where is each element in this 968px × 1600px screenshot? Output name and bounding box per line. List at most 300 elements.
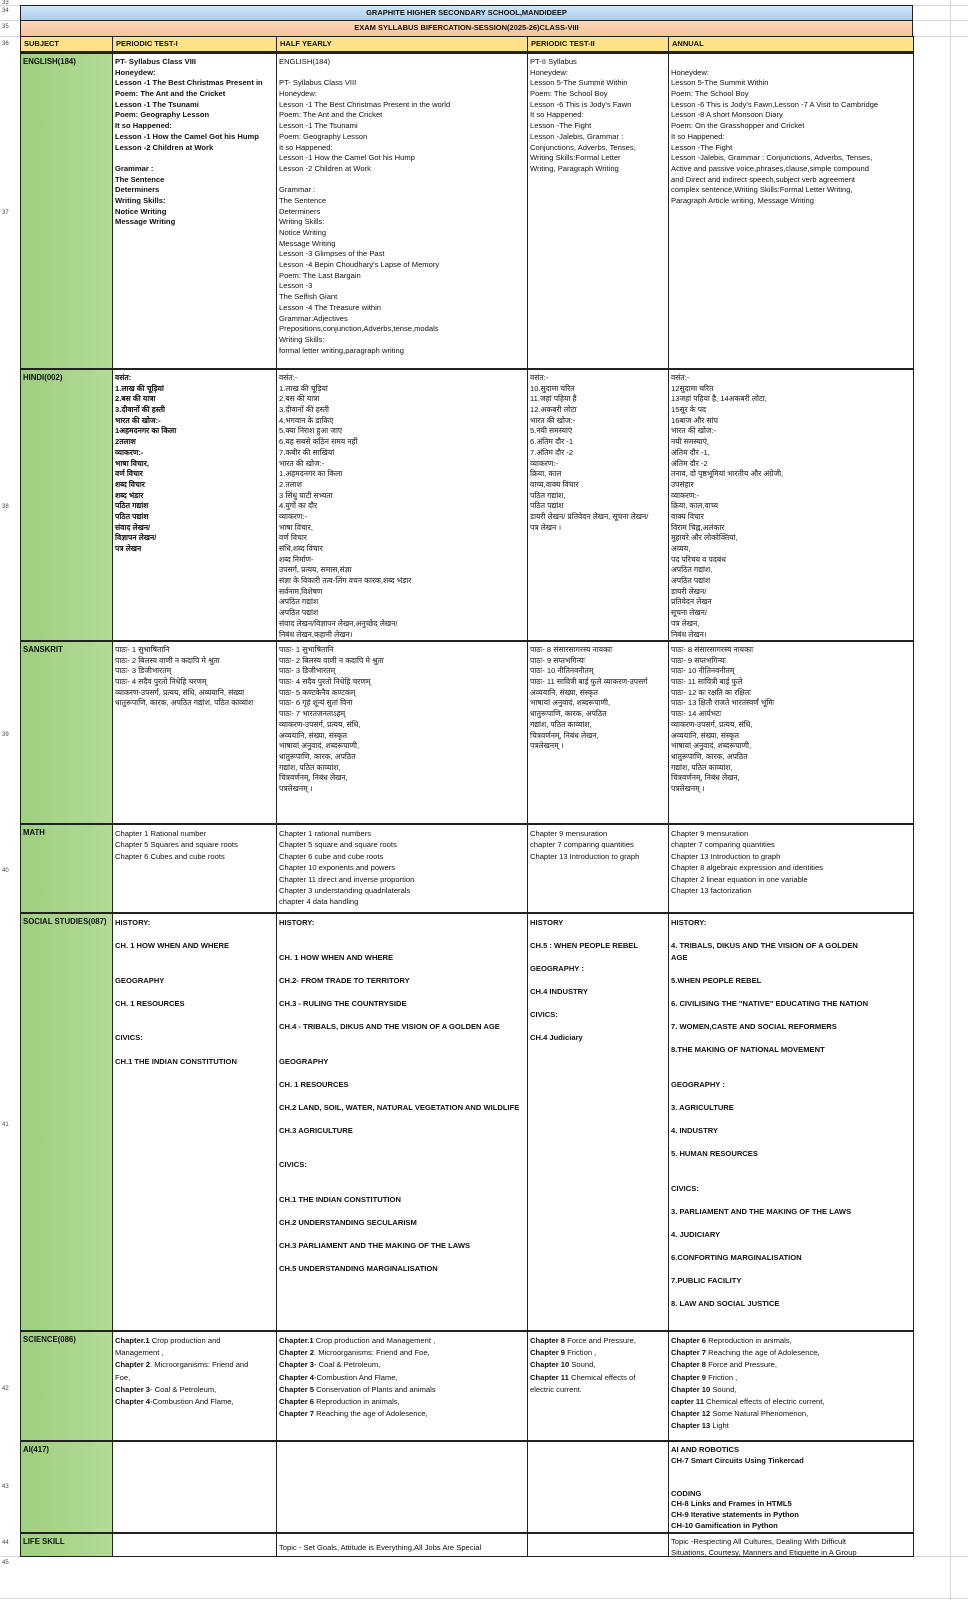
syllabus-line: वसंत:- <box>279 373 298 382</box>
syllabus-line: पठित पद्यांश <box>530 501 564 511</box>
syllabus-line: भाषायां अनुवादं, शब्दरूपाणी, <box>530 698 611 708</box>
chapter-title: Force and Pressure, <box>565 1336 636 1345</box>
syllabus-line: पाठः- 4 सदैव पुरतो निधेहि चरणम् <box>115 677 207 687</box>
syllabus-line <box>671 1287 911 1299</box>
subject-name: SCIENCE(086) <box>23 1335 76 1344</box>
syllabus-line <box>279 68 525 79</box>
chapter-title: Conservation of Plants and animals <box>314 1384 436 1394</box>
syllabus-line: CH. 1 RESOURCES <box>115 998 185 1008</box>
syllabus-line: 15सूर के पद <box>671 405 707 415</box>
syllabus-line: It so Happened: <box>530 110 584 120</box>
subject-name: SANSKRIT <box>23 645 63 654</box>
syllabus-line: Message Writing <box>115 217 176 227</box>
syllabus-line: वसंत: <box>115 373 132 382</box>
syllabus-line: पत्रलेखनम् । <box>671 783 705 793</box>
syllabus-line: पाठः- 14 आर्यभटः <box>671 709 722 719</box>
syllabus-line: Writing Skills: <box>115 195 166 205</box>
syllabus-line: 12सुदामा चरित <box>671 383 714 393</box>
syllabus-line: अपठित पद्यांश <box>279 608 319 618</box>
syllabus-line: 4. INDUSTRY <box>671 1125 718 1135</box>
chapter-label: Chapter.1 <box>279 1336 314 1345</box>
subject-name: SOCIAL STUDIES(087) <box>23 917 107 926</box>
subject-name: HINDI(002) <box>23 373 63 382</box>
syllabus-line: Lesson 5-The Summit Within <box>671 78 769 88</box>
syllabus-line: उपसंहार <box>671 479 694 489</box>
syllabus-cell-pt2 <box>527 823 669 913</box>
syllabus-line <box>671 1032 911 1044</box>
syllabus-line: Grammar : <box>115 163 154 173</box>
syllabus-line: पाठः- 8 संसारसागरस्य नायकाः <box>530 645 613 654</box>
syllabus-line: Chapter 11 direct and inverse proportion <box>279 874 415 884</box>
syllabus-line: Lesson 5-The Summit Within <box>530 78 628 88</box>
syllabus-line: सर्वनाम,विशेषण <box>279 586 323 596</box>
syllabus-line: भारत की खोज:- <box>671 426 717 436</box>
chapter-label: Chapter 6 <box>671 1336 707 1345</box>
syllabus-line: Chapter 2 linear equation in one variable <box>671 874 808 884</box>
syllabus-line <box>530 1021 666 1033</box>
syllabus-line: Topic - Set Goals, Attitude is Everything,All Jobs Are Special <box>279 1543 482 1553</box>
syllabus-cell-pt1 <box>112 912 277 1331</box>
syllabus-line: 7.PUBLIC FACILITY <box>671 1275 742 1285</box>
syllabus-line: and Direct and indirect speech,subject verb agreement <box>671 174 856 184</box>
syllabus-line: AGE <box>671 952 688 962</box>
subject-cell <box>20 640 113 824</box>
subject-cell <box>20 1440 113 1533</box>
syllabus-line <box>115 986 274 998</box>
syllabus-line: Writing Skills: <box>279 217 325 227</box>
syllabus-line <box>115 952 274 964</box>
syllabus-line: Situations, Courtesy, Manners and Etiquette in A Group <box>671 1547 857 1557</box>
syllabus-line: वाच्य,वाक्य विचार <box>530 479 579 489</box>
syllabus-line: भारत की खोज:- <box>115 415 161 425</box>
syllabus-line: GEOGRAPHY <box>279 1056 329 1066</box>
syllabus-line: पत्र लेखन <box>115 544 142 553</box>
syllabus-line: CH.2 LAND, SOIL, WATER, NATURAL VEGETATION AND WILDLIFE <box>279 1102 520 1112</box>
chapter-label: Chapter 9 <box>671 1372 707 1382</box>
row-number: 38 <box>2 504 9 510</box>
syllabus-line: पाठः- 3 डिजीभारतम् <box>279 666 336 676</box>
syllabus-line: Poem: The Last Bargain <box>279 270 361 280</box>
syllabus-line <box>279 963 525 975</box>
chapter-title: Sound, <box>710 1384 737 1394</box>
syllabus-line: मुहावरे और लोकोक्तियां, <box>671 533 738 543</box>
syllabus-line: Chapter 3 understanding quadrilaterals <box>279 885 411 895</box>
syllabus-cell-annual <box>668 1330 914 1441</box>
syllabus-cell-pt2 <box>527 640 669 824</box>
syllabus-cell-half-yearly <box>276 52 528 369</box>
syllabus-line <box>671 1113 911 1125</box>
syllabus-line: electric current. <box>530 1384 582 1394</box>
chapter-label: Chapter 10 <box>671 1384 711 1394</box>
syllabus-line: 13जहां पहिया है, 14अकबरी लोटा, <box>671 394 767 404</box>
syllabus-line: पाठः- 12 कः रक्षति कः रक्षितः <box>671 687 751 697</box>
chapter-label: Chapter 12 <box>671 1409 711 1419</box>
syllabus-cell-half-yearly <box>276 640 528 824</box>
syllabus-cell-annual <box>668 368 914 641</box>
syllabus-line: व्याकरण:- <box>279 511 308 521</box>
syllabus-line: भाषायां अनुवादं, शब्दरूपाणी, <box>671 741 752 751</box>
syllabus-line <box>279 1359 525 1371</box>
syllabus-line: पाठः- 4 सदैव पुरतो निधेहि चरणम् <box>279 677 371 687</box>
syllabus-line: 3 सिंधु घाटी सभ्यता <box>279 490 333 500</box>
column-header: PERIODIC TEST-II <box>527 36 669 53</box>
syllabus-line: तनाव, दो पृष्ठभूमियां भारतीय और अंग्रेजी, <box>671 469 784 479</box>
syllabus-line: HISTORY: <box>279 918 315 927</box>
syllabus-cell-pt1 <box>112 1440 277 1533</box>
syllabus-line <box>115 1009 274 1021</box>
syllabus-line: Lesson -3 Glimpses of the Past <box>279 249 385 259</box>
chapter-label: Chapter 2 <box>115 1360 151 1370</box>
chapter-title: Crop production and <box>149 1336 221 1345</box>
syllabus-line: CH-7 Smart Circuits Using Tinkercad <box>671 1455 804 1465</box>
chapter-label: Chapter 11 <box>530 1372 569 1382</box>
syllabus-line: CH.1 THE INDIAN CONSTITUTION <box>115 1056 237 1066</box>
syllabus-line: Notice Writing <box>279 228 327 237</box>
syllabus-line: 3. PARLIAMENT AND THE MAKING OF THE LAWS <box>671 1206 852 1216</box>
syllabus-line <box>115 963 274 975</box>
syllabus-line <box>671 1240 911 1252</box>
syllabus-cell-pt1 <box>112 823 277 913</box>
syllabus-line: HISTORY: <box>671 918 707 927</box>
syllabus-line <box>671 1359 911 1371</box>
syllabus-line: Chapter 6 cube and cube roots <box>279 851 384 861</box>
syllabus-line: CIVICS: <box>279 1160 307 1170</box>
syllabus-line: 2तलाश <box>115 437 136 447</box>
chapter-label: Chapter 8 <box>530 1336 566 1345</box>
row-number: 45 <box>2 1560 9 1566</box>
syllabus-cell-half-yearly <box>276 1330 528 1441</box>
subject-cell <box>20 912 113 1331</box>
syllabus-line <box>279 1032 525 1044</box>
syllabus-line <box>115 1384 274 1396</box>
syllabus-line: पठित गद्यांश, <box>530 490 566 500</box>
syllabus-line: Foe, <box>115 1372 131 1382</box>
syllabus-line: Chapter 8 algebraic expression and identities <box>671 863 823 873</box>
syllabus-line: CODING <box>671 1488 702 1498</box>
syllabus-line: धातुरूपाणि, कारक, अपठित गद्यांश, पठित काव्यांश <box>115 698 254 708</box>
syllabus-line: 6.यह सबसे कठिन समय नहीं <box>279 437 358 447</box>
chapter-label: Chapter 7 <box>279 1409 315 1419</box>
syllabus-line: CH.3 - RULING THE COUNTRYSIDE <box>279 998 407 1008</box>
syllabus-line: धातुरूपाणि, कारक, अपठित <box>530 709 607 719</box>
syllabus-line: वर्ण विचार <box>279 533 307 543</box>
syllabus-line: नयी समस्याएं, <box>671 437 710 447</box>
syllabus-line: 1.अहमदनगर का किला <box>279 469 343 479</box>
syllabus-line: The Sentence <box>115 174 165 184</box>
syllabus-line: CIVICS: <box>115 1033 143 1043</box>
syllabus-line <box>671 1090 911 1102</box>
syllabus-line <box>671 1263 911 1275</box>
syllabus-cell-annual <box>668 640 914 824</box>
syllabus-line <box>671 1408 911 1420</box>
syllabus-line: पाठः- 13 क्षितौ राजते भारतस्वर्णं भूमिः <box>671 698 775 708</box>
syllabus-line <box>671 1420 911 1432</box>
syllabus-line: 3.दीवानों की हस्ती <box>115 405 166 415</box>
row-number: 42 <box>2 1386 9 1392</box>
syllabus-line: व्याकरण-उपसर्ग, प्रत्यय, संधि, <box>671 719 753 729</box>
syllabus-cell-pt2 <box>527 52 669 369</box>
syllabus-line <box>279 1396 525 1408</box>
syllabus-line <box>671 1396 911 1408</box>
syllabus-line <box>530 975 666 987</box>
syllabus-line: Lesson -4 Bepin Choudhary's Lapse of Memory <box>279 260 440 270</box>
syllabus-line: chapter 4 data handling <box>279 897 359 907</box>
chapter-title: Crop production and Management , <box>313 1336 436 1345</box>
syllabus-line: Message Writing <box>279 238 336 248</box>
syllabus-line: संधि,शब्द विचार <box>279 544 323 553</box>
row-number: 39 <box>2 732 9 738</box>
syllabus-line: 1.लाख की चूड़ियां <box>115 383 164 393</box>
syllabus-line: PT- Syllabus Class VIII <box>115 57 197 66</box>
syllabus-line: Topic -Respecting All Cultures, Dealing With Difficult <box>671 1537 847 1546</box>
syllabus-line: गद्यांश, पठित काव्यांश, <box>671 762 733 772</box>
syllabus-line: चित्रवर्णनम्, निबंध लेखन, <box>530 730 599 740</box>
chapter-label: Chapter 9 <box>530 1348 566 1358</box>
syllabus-line: PT- Syllabus Class VIII <box>279 78 357 88</box>
column-header: HALF YEARLY <box>276 36 528 53</box>
syllabus-line: भारत की खोज:- <box>530 415 576 425</box>
column-header: SUBJECT <box>20 36 113 53</box>
syllabus-line <box>671 1056 911 1068</box>
syllabus-line: 2.तलाश <box>279 479 302 489</box>
syllabus-line <box>671 1467 911 1478</box>
subject-cell <box>20 52 113 369</box>
syllabus-cell-annual <box>668 52 914 369</box>
syllabus-line: Chapter 5 square and square roots <box>279 840 397 850</box>
subject-name: MATH <box>23 828 45 837</box>
syllabus-line: संवाद लेखन/विज्ञापन लेखन,अनुच्छेद लेखन/ <box>279 618 398 628</box>
chapter-title: . Microorganisms: Friend and <box>150 1360 249 1370</box>
syllabus-cell-pt2 <box>527 912 669 1331</box>
syllabus-line: 8.THE MAKING OF NATIONAL MOVEMENT <box>671 1045 825 1055</box>
syllabus-line: गद्यांश, पठित काव्यांश, <box>530 719 592 729</box>
syllabus-line: 4. TRIBALS, DIKUS AND THE VISION OF A GOLDEN <box>671 941 858 951</box>
syllabus-line: It so Happened: <box>279 142 333 152</box>
syllabus-cell-half-yearly <box>276 1440 528 1533</box>
syllabus-line: Lesson -8 A short Monsoon Diary <box>671 110 783 120</box>
syllabus-line: अंतिम दौर -2 <box>671 458 708 468</box>
syllabus-cell-pt2 <box>527 1330 669 1441</box>
subject-cell <box>20 823 113 913</box>
syllabus-line: Honeydew: <box>671 67 709 77</box>
syllabus-cell-half-yearly <box>276 823 528 913</box>
syllabus-line: The Sentence <box>279 195 327 205</box>
syllabus-line: 5.नयी समस्याएं <box>530 426 573 436</box>
syllabus-line: प्रतिवेदन लेखन <box>671 597 712 607</box>
subject-cell <box>20 1330 113 1441</box>
chapter-title: Reaching the age of Adolesence, <box>314 1409 428 1419</box>
syllabus-line <box>279 1408 525 1420</box>
syllabus-line <box>671 57 911 68</box>
chapter-label: Chapter 3 <box>279 1360 315 1370</box>
syllabus-line <box>671 1136 911 1148</box>
syllabus-line <box>279 1347 525 1359</box>
syllabus-line: Poem: The School Boy <box>530 89 608 99</box>
syllabus-line: भारत की खोज:- <box>279 458 325 468</box>
syllabus-line: उपसर्ग, प्रत्यय, समास,संज्ञा <box>279 565 352 575</box>
syllabus-line: विराम चिह्न,अलंकार <box>671 522 725 532</box>
syllabus-line: पठित गद्यांश <box>115 501 149 511</box>
syllabus-line <box>671 1009 911 1021</box>
syllabus-line: Active and passive voice,phrases,clause,simple compound <box>671 163 869 173</box>
syllabus-line: Chapter 6 Cubes and cube roots <box>115 851 225 861</box>
syllabus-line <box>279 1229 525 1241</box>
syllabus-line: CH.4 INDUSTRY <box>530 987 588 997</box>
syllabus-cell-half-yearly <box>276 368 528 641</box>
syllabus-line: विज्ञापन लेखन/ <box>115 533 157 543</box>
chapter-label: Chapter 4 <box>279 1372 315 1382</box>
syllabus-line: Determiners <box>115 185 160 195</box>
syllabus-line: Grammar:Adjectives <box>279 313 348 323</box>
syllabus-line: Lesson -1 The Tsunami <box>115 99 199 109</box>
chapter-title: Chemical effects of electric current, <box>703 1396 825 1406</box>
syllabus-line <box>530 929 666 941</box>
syllabus-line: पठित पद्यांश <box>115 511 149 521</box>
gridline <box>0 1598 968 1599</box>
syllabus-line <box>279 1183 525 1195</box>
syllabus-line: क्रिया, काल,वाच्य <box>671 501 719 511</box>
syllabus-cell-pt2 <box>527 1532 669 1557</box>
syllabus-cell-annual <box>668 912 914 1331</box>
syllabus-line: Management , <box>115 1348 164 1358</box>
syllabus-cell-pt1 <box>112 368 277 641</box>
syllabus-line: शब्द विचार <box>115 479 145 489</box>
syllabus-line <box>671 1217 911 1229</box>
row-number: 41 <box>2 1122 9 1128</box>
syllabus-line <box>530 1335 666 1347</box>
syllabus-line: 12.अकबरी लोटा <box>530 405 577 415</box>
syllabus-line <box>671 1067 911 1079</box>
syllabus-line: Chapter 10 exponents and powers <box>279 863 396 873</box>
row-number: 35 <box>2 24 9 30</box>
syllabus-line: Lesson -Jalebis, Grammar : <box>530 131 624 141</box>
syllabus-line: Lesson -2 Children at Work <box>115 142 214 152</box>
syllabus-line: Writing Skills: <box>279 334 325 344</box>
syllabus-line: Paragraph Article writing, Message Writing <box>671 195 814 205</box>
syllabus-line <box>279 1372 525 1384</box>
chapter-label: Chapter 3 <box>115 1384 151 1394</box>
syllabus-line: CH. 1 HOW WHEN AND WHERE <box>279 952 394 962</box>
chapter-label: Chapter 2 <box>279 1348 315 1358</box>
syllabus-cell-pt2 <box>527 1440 669 1533</box>
syllabus-line: 1.लाख की चूड़ियां <box>279 383 328 393</box>
chapter-label: Chapter 7 <box>671 1348 707 1358</box>
chapter-title: - Coal & Petroleum, <box>314 1360 381 1370</box>
syllabus-line: सूचना लेखन/ <box>671 608 707 618</box>
syllabus-line: chapter 7 comparing quantities <box>671 840 775 850</box>
syllabus-line: CH.4 - TRIBALS, DIKUS AND THE VISION OF A GOLDEN AGE <box>279 1021 500 1031</box>
syllabus-line: CIVICS: <box>671 1183 699 1193</box>
syllabus-cell-annual <box>668 1532 914 1557</box>
syllabus-line: CH.2- FROM TRADE TO TERRITORY <box>279 975 410 985</box>
row-number: 43 <box>2 1484 9 1490</box>
syllabus-line: 5. HUMAN RESOURCES <box>671 1148 758 1158</box>
syllabus-cell-pt2 <box>527 368 669 641</box>
chapter-label: Chapter 4 <box>115 1396 151 1406</box>
syllabus-line: Chapter 1 rational numbers <box>279 829 372 838</box>
syllabus-line: पाठः- 11 सावित्री बाई फुले व्याकरण-उपसर्ग <box>530 677 648 687</box>
syllabus-line: 4. JUDICIARY <box>671 1229 721 1239</box>
syllabus-cell-half-yearly <box>276 912 528 1331</box>
syllabus-line: अपठित गद्यांश, <box>671 565 713 575</box>
syllabus-line: ENGLISH(184) <box>279 57 331 66</box>
syllabus-line: क्रिया, काल <box>530 469 562 479</box>
syllabus-line: चित्रवर्णनम्, निबंध लेखन, <box>279 773 348 783</box>
syllabus-line: Lesson -1 The Best Christmas Present in the world <box>279 99 451 109</box>
syllabus-line <box>115 1044 274 1056</box>
syllabus-line: AI AND ROBOTICS <box>671 1445 740 1454</box>
syllabus-line <box>530 998 666 1010</box>
syllabus-line: वसंत:- <box>671 373 690 382</box>
chapter-label: Chapter 6 <box>279 1396 315 1406</box>
syllabus-line: CH-10 Gamification in Python <box>671 1521 778 1531</box>
syllabus-cell-pt1 <box>112 1330 277 1441</box>
syllabus-line <box>279 929 525 941</box>
syllabus-line: Chapter 5 Squares and square roots <box>115 840 238 850</box>
syllabus-cell-pt1 <box>112 52 277 369</box>
syllabus-line: भाषा विचार, <box>115 458 149 468</box>
row-number: 36 <box>2 41 9 47</box>
syllabus-line: वर्ण विचार <box>115 469 143 479</box>
subject-cell <box>20 368 113 641</box>
syllabus-line: शब्द निर्माण- <box>279 554 314 564</box>
syllabus-line: 4.युगों का दौर <box>279 501 318 511</box>
syllabus-line: अव्ययानि, संख्या, संस्कृत <box>671 730 739 740</box>
syllabus-line: पाठः- 6 गृहं शून्यं सुतां विना <box>279 698 353 708</box>
syllabus-line: Honeydew: <box>115 67 156 77</box>
syllabus-line: व्याकरण:- <box>671 490 700 500</box>
row-number: 34 <box>2 8 9 14</box>
syllabus-line: पाठः- 9 सप्तभगिन्यः <box>530 655 585 665</box>
syllabus-line: पद परिचय व पदबंध <box>671 554 726 564</box>
syllabus-line: Chapter 9 mensuration <box>530 829 608 838</box>
syllabus-line <box>671 1335 911 1347</box>
chapter-title: Force and Pressure, <box>706 1360 777 1370</box>
syllabus-line: व्याकरण-उपसर्ग, प्रत्यय, संधि, <box>279 719 361 729</box>
syllabus-line: It so Happened: <box>115 121 172 131</box>
syllabus-line: 5.WHEN PEOPLE REBEL <box>671 975 762 985</box>
syllabus-line <box>671 963 911 975</box>
syllabus-line: 1अहमदनगर का किला <box>115 426 177 436</box>
column-header: PERIODIC TEST-I <box>112 36 277 53</box>
syllabus-line: 6.CONFORTING MARGINALISATION <box>671 1252 802 1262</box>
syllabus-line: वसंत:- <box>530 373 549 382</box>
syllabus-line: डायरी लेखन/ प्रतिवेदन लेखन, सूचना लेखन/ <box>530 511 649 521</box>
syllabus-line <box>671 1171 911 1183</box>
syllabus-line: 7.कबीर की साखियां <box>279 447 335 457</box>
syllabus-line <box>279 1136 525 1148</box>
syllabus-line: 4.भगवान के डाकिए <box>279 415 334 425</box>
chapter-label: Chapter 8 <box>671 1360 707 1370</box>
syllabus-line: Lesson -1 The Tsunami <box>279 121 358 131</box>
syllabus-line <box>279 1252 525 1264</box>
syllabus-line: Lesson -6 This is Jody's Fawn,Lesson -7 A Visit to Cambridge <box>671 99 879 109</box>
syllabus-line: Notice Writing <box>115 206 167 216</box>
chapter-label: Chapter 5 <box>279 1384 315 1394</box>
row-number: 44 <box>2 1540 9 1546</box>
chapter-label: capter 11 <box>671 1396 704 1406</box>
syllabus-line <box>115 153 274 164</box>
syllabus-line <box>530 1359 666 1371</box>
syllabus-line: HISTORY: <box>115 918 151 927</box>
syllabus-line: पत्र लेखन । <box>530 522 562 532</box>
sheet-subtitle: EXAM SYLLABUS BIFERCATION-SESSION(2025-26)CLASS-VIII <box>20 20 913 37</box>
syllabus-line <box>671 1347 911 1359</box>
syllabus-line: पाठः- 9 सप्तभगिन्यः <box>671 655 726 665</box>
syllabus-line: Lesson -The Fight <box>671 142 733 152</box>
syllabus-line: CH.4 Judiciary <box>530 1033 583 1043</box>
syllabus-line: CH-9 Iterative statements in Python <box>671 1510 799 1520</box>
